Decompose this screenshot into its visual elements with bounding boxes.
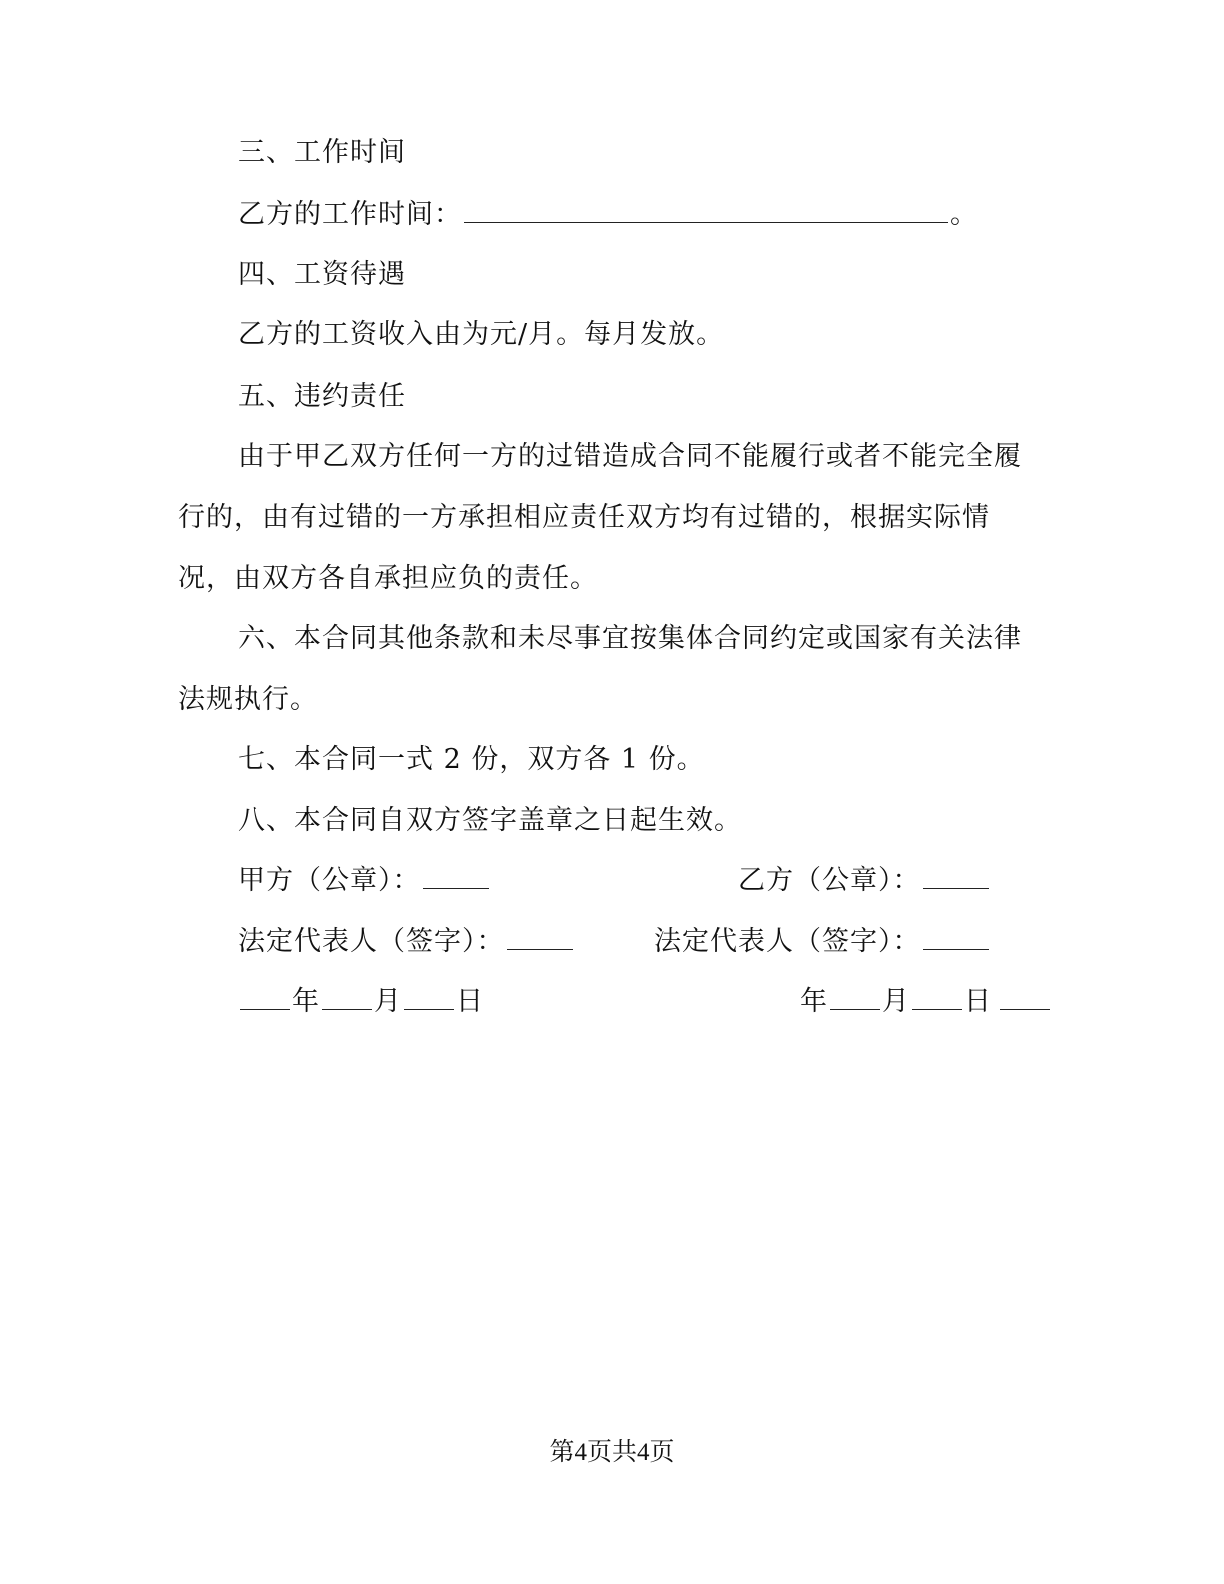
party-a-seal-blank <box>423 864 489 889</box>
trailing-blank-b <box>1000 985 1050 1010</box>
year-label-a: 年 <box>292 986 320 1017</box>
breach-paragraph-line-3: 况，由双方各自承担应负的责任。 <box>178 563 598 594</box>
party-a-seal-label: 甲方（公章）： <box>238 865 421 896</box>
party-b-seal-line <box>738 864 991 898</box>
section-heading-breach: 五、违约责任 <box>238 381 406 412</box>
date-line-b <box>800 985 1052 1019</box>
breach-paragraph-line-1: 由于甲乙双方任何一方的过错造成合同不能履行或者不能完全履 <box>238 441 1022 472</box>
rep-a-signature-label: 法定代表人（签字）： <box>238 926 505 957</box>
work-time-label: 乙方的工作时间： <box>238 199 462 230</box>
clause-8: 八、本合同自双方签字盖章之日起生效。 <box>238 805 742 836</box>
clause-6-line-1: 六、本合同其他条款和未尽事宜按集体合同约定或国家有关法律 <box>238 623 1022 654</box>
clause-6-line-2: 法规执行。 <box>178 684 318 715</box>
year-blank-a <box>240 985 290 1010</box>
month-label-b: 月 <box>882 986 910 1017</box>
rep-b-signature-blank <box>923 925 989 950</box>
day-label-b: 日 <box>964 986 992 1017</box>
month-blank-a <box>322 985 372 1010</box>
salary-text: 乙方的工资收入由为元/月。每月发放。 <box>238 319 725 350</box>
work-time-blank <box>464 198 948 223</box>
day-blank-a <box>404 985 454 1010</box>
day-blank-b <box>912 985 962 1010</box>
party-a-seal-line <box>238 864 491 898</box>
breach-paragraph-line-2: 行的，由有过错的一方承担相应责任双方均有过错的，根据实际情 <box>178 502 990 533</box>
section-heading-salary: 四、工资待遇 <box>238 259 406 290</box>
section-heading-work-time: 三、工作时间 <box>238 137 406 168</box>
rep-a-signature-line <box>238 925 575 959</box>
rep-b-signature-line <box>654 925 991 959</box>
page-number-footer: 第4页共4页 <box>549 1439 675 1466</box>
year-label-b: 年 <box>800 986 828 1017</box>
day-label-a: 日 <box>456 986 484 1017</box>
work-time-line <box>238 198 978 232</box>
clause-7: 七、本合同一式 2 份，双方各 1 份。 <box>238 744 705 775</box>
month-label-a: 月 <box>374 986 402 1017</box>
party-b-seal-blank <box>923 864 989 889</box>
date-line-a <box>238 985 484 1019</box>
month-blank-b <box>830 985 880 1010</box>
party-b-seal-label: 乙方（公章）： <box>738 865 921 896</box>
rep-b-signature-label: 法定代表人（签字）： <box>654 926 921 957</box>
rep-a-signature-blank <box>507 925 573 950</box>
work-time-period: 。 <box>950 199 978 230</box>
